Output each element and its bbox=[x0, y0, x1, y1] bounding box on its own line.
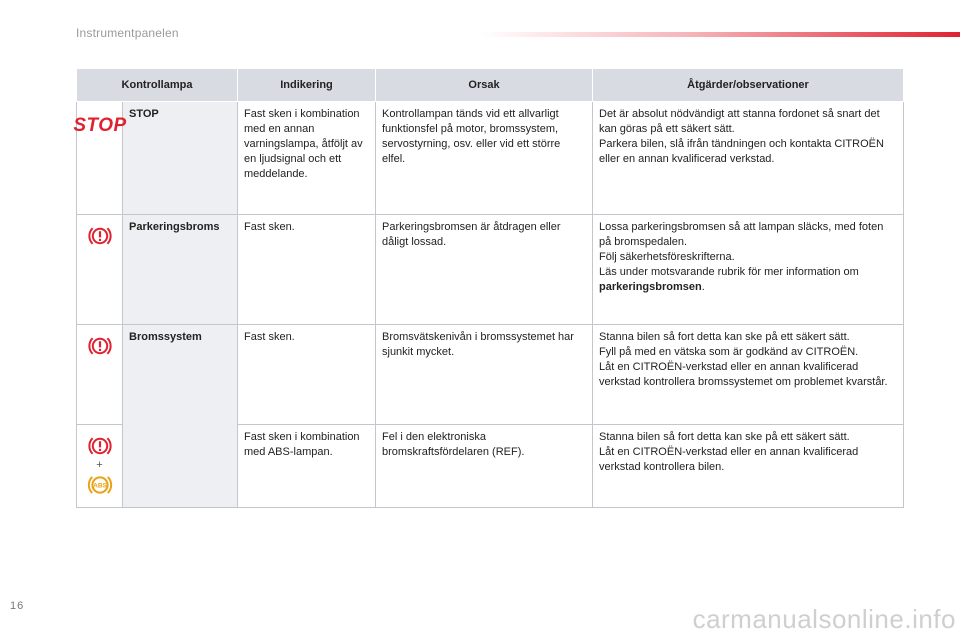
actions-cell bbox=[593, 425, 904, 508]
actions-cell bbox=[593, 215, 904, 325]
action-line: Låt en CITROËN-verkstad eller en annan kvalificerad verkstad kontrollera bromssystemet om problemet kvarstår. bbox=[599, 361, 888, 388]
action-line: Fyll på med en vätska som är godkänd av CITROËN. bbox=[599, 346, 859, 358]
indication-text: Fast sken. bbox=[238, 215, 376, 325]
warning-lamp-table bbox=[72, 68, 904, 508]
header-accent-bar bbox=[480, 32, 960, 37]
indication-text: Fast sken. bbox=[238, 325, 376, 425]
action-line: Stanna bilen så fort detta kan ske på ett säkert sätt. bbox=[599, 431, 850, 443]
reference-bold: parkeringsbromsen bbox=[599, 281, 702, 293]
brake-warning-icon bbox=[85, 224, 115, 248]
action-line: Det är absolut nödvändigt att stanna fordonet så snart det kan göras på ett säkert sätt. bbox=[599, 108, 880, 135]
section-title: Instrumentpanelen bbox=[76, 26, 179, 40]
table-row bbox=[77, 102, 904, 215]
action-line: Lossa parkeringsbromsen så att lampan släcks, med foten på bromspedalen. bbox=[599, 221, 884, 248]
icon-cell bbox=[77, 325, 123, 425]
column-header-indikering: Indikering bbox=[238, 69, 376, 102]
action-reference bbox=[599, 265, 897, 295]
column-header-kontrollampa: Kontrollampa bbox=[77, 69, 238, 102]
lamp-name: Bromssystem bbox=[123, 325, 238, 508]
action-line: Parkera bilen, slå ifrån tändningen och kontakta CITROËN eller en annan kvalificerad verkstad. bbox=[599, 138, 884, 165]
indication-text: Fast sken i kombination med ABS-lampan. bbox=[238, 425, 376, 508]
table-header-row bbox=[77, 69, 904, 102]
indication-text: Fast sken i kombination med en annan varningslampa, åtföljt av en ljudsignal och ett meddelande. bbox=[238, 102, 376, 215]
cause-text: Kontrollampan tänds vid ett allvarligt funktionsfel på motor, bromssystem, servostyrning, osv. eller vid ett större elfel. bbox=[376, 102, 593, 215]
stop-icon bbox=[72, 113, 127, 136]
abs-icon-text: ABS bbox=[92, 482, 107, 490]
column-header-atgarder: Åtgärder/observationer bbox=[593, 69, 904, 102]
column-header-orsak: Orsak bbox=[376, 69, 593, 102]
reference-suffix: . bbox=[701, 281, 705, 293]
abs-warning-icon bbox=[85, 473, 115, 497]
stop-icon-text: STOP bbox=[72, 115, 127, 136]
brake-warning-icon bbox=[85, 334, 115, 358]
reference-prefix: Läs under motsvarande rubrik för mer information om bbox=[599, 266, 859, 278]
cause-text: Fel i den elektroniska bromskraftsfördelaren (REF). bbox=[376, 425, 593, 508]
action-line: Låt en CITROËN-verkstad eller en annan kvalificerad verkstad kontrollera bilen. bbox=[599, 446, 859, 473]
icon-cell bbox=[77, 215, 123, 325]
cause-text: Parkeringsbromsen är åtdragen eller dåligt lossad. bbox=[376, 215, 593, 325]
page-number: 16 bbox=[10, 600, 25, 612]
table-row bbox=[77, 215, 904, 325]
actions-cell bbox=[593, 102, 904, 215]
lamp-name: Parkeringsbroms bbox=[123, 215, 238, 325]
lamp-name: STOP bbox=[123, 102, 238, 215]
watermark: carmanualsonline.info bbox=[692, 604, 956, 634]
table-row bbox=[77, 325, 904, 425]
plus-sign: + bbox=[96, 459, 103, 471]
icon-cell bbox=[72, 102, 127, 215]
icon-cell bbox=[77, 425, 123, 508]
brake-warning-icon bbox=[85, 434, 115, 458]
action-line: Följ säkerhetsföreskrifterna. bbox=[599, 251, 735, 263]
action-line: Stanna bilen så fort detta kan ske på ett säkert sätt. bbox=[599, 331, 850, 343]
actions-cell bbox=[593, 325, 904, 425]
cause-text: Bromsvätskenivån i bromssystemet har sjunkit mycket. bbox=[376, 325, 593, 425]
